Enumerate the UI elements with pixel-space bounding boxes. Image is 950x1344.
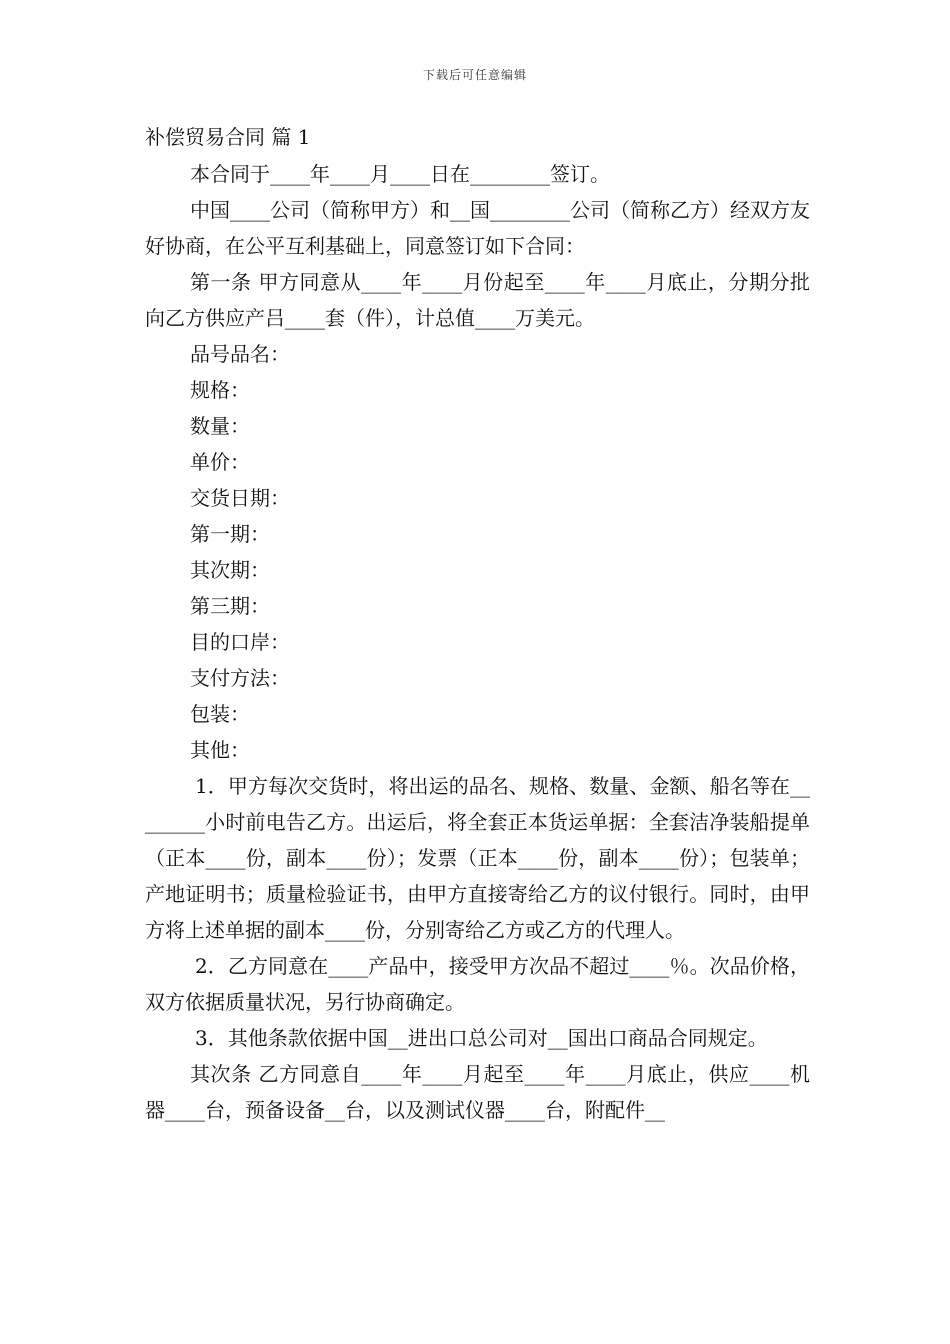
- document-title: 补偿贸易合同 篇 1: [145, 125, 311, 149]
- paragraph-article-2: 其次条 乙方同意自____年____月起至____年____月底止，供应____机器____台，预备设备__台，以及测试仪器____台，附配件__: [145, 1062, 810, 1122]
- field-delivery-date: 交货日期：: [190, 486, 290, 510]
- paragraph-parties: 中国____公司（简称甲方）和__国________公司（简称乙方）经双方友好协商，在公平互利基础上，同意签订如下合同：: [145, 198, 810, 258]
- paragraph-signing: 本合同于____年____月____日在________签订。: [190, 162, 610, 186]
- clause-3: 3．其他条款依据中国__进出口总公司对__国出口商品合同规定。: [195, 1026, 768, 1050]
- paragraph-article-1: 第一条 甲方同意从____年____月份起至____年____月底止，分期分批向乙方供应产吕____套（件），计总值____万美元。: [145, 270, 810, 330]
- document-body: [145, 156, 810, 1128]
- field-specification: 规格：: [190, 378, 250, 402]
- field-product-name: 品号品名：: [190, 342, 290, 366]
- field-payment-method: 支付方法：: [190, 666, 290, 690]
- field-phase-3: 第三期：: [190, 594, 270, 618]
- header-note: 下载后可任意编辑: [422, 68, 527, 82]
- field-unit-price: 单价：: [190, 450, 250, 474]
- clause-1: 1．甲方每次交货时，将出运的品名、规格、数量、金额、船名等在________小时前电告乙方。出运后，将全套正本货运单据：全套洁净装船提单（正本____份，副本____份）；发票（正本____份，副本____份）；包装单；产地证明书；质量检验证书，由甲方直接寄给乙方的议付银行。同时，由甲方将上述单据的副本____份，分别寄给乙方或乙方的代理人。: [145, 774, 810, 942]
- field-phase-2: 其次期：: [190, 558, 270, 582]
- field-phase-1: 第一期：: [190, 522, 270, 546]
- field-other: 其他：: [190, 738, 250, 762]
- field-destination-port: 目的口岸：: [190, 630, 290, 654]
- clause-2: 2．乙方同意在____产品中，接受甲方次品不超过____％。次品价格，双方依据质量状况，另行协商确定。: [145, 954, 810, 1014]
- field-packaging: 包装：: [190, 702, 250, 726]
- field-quantity: 数量：: [190, 414, 250, 438]
